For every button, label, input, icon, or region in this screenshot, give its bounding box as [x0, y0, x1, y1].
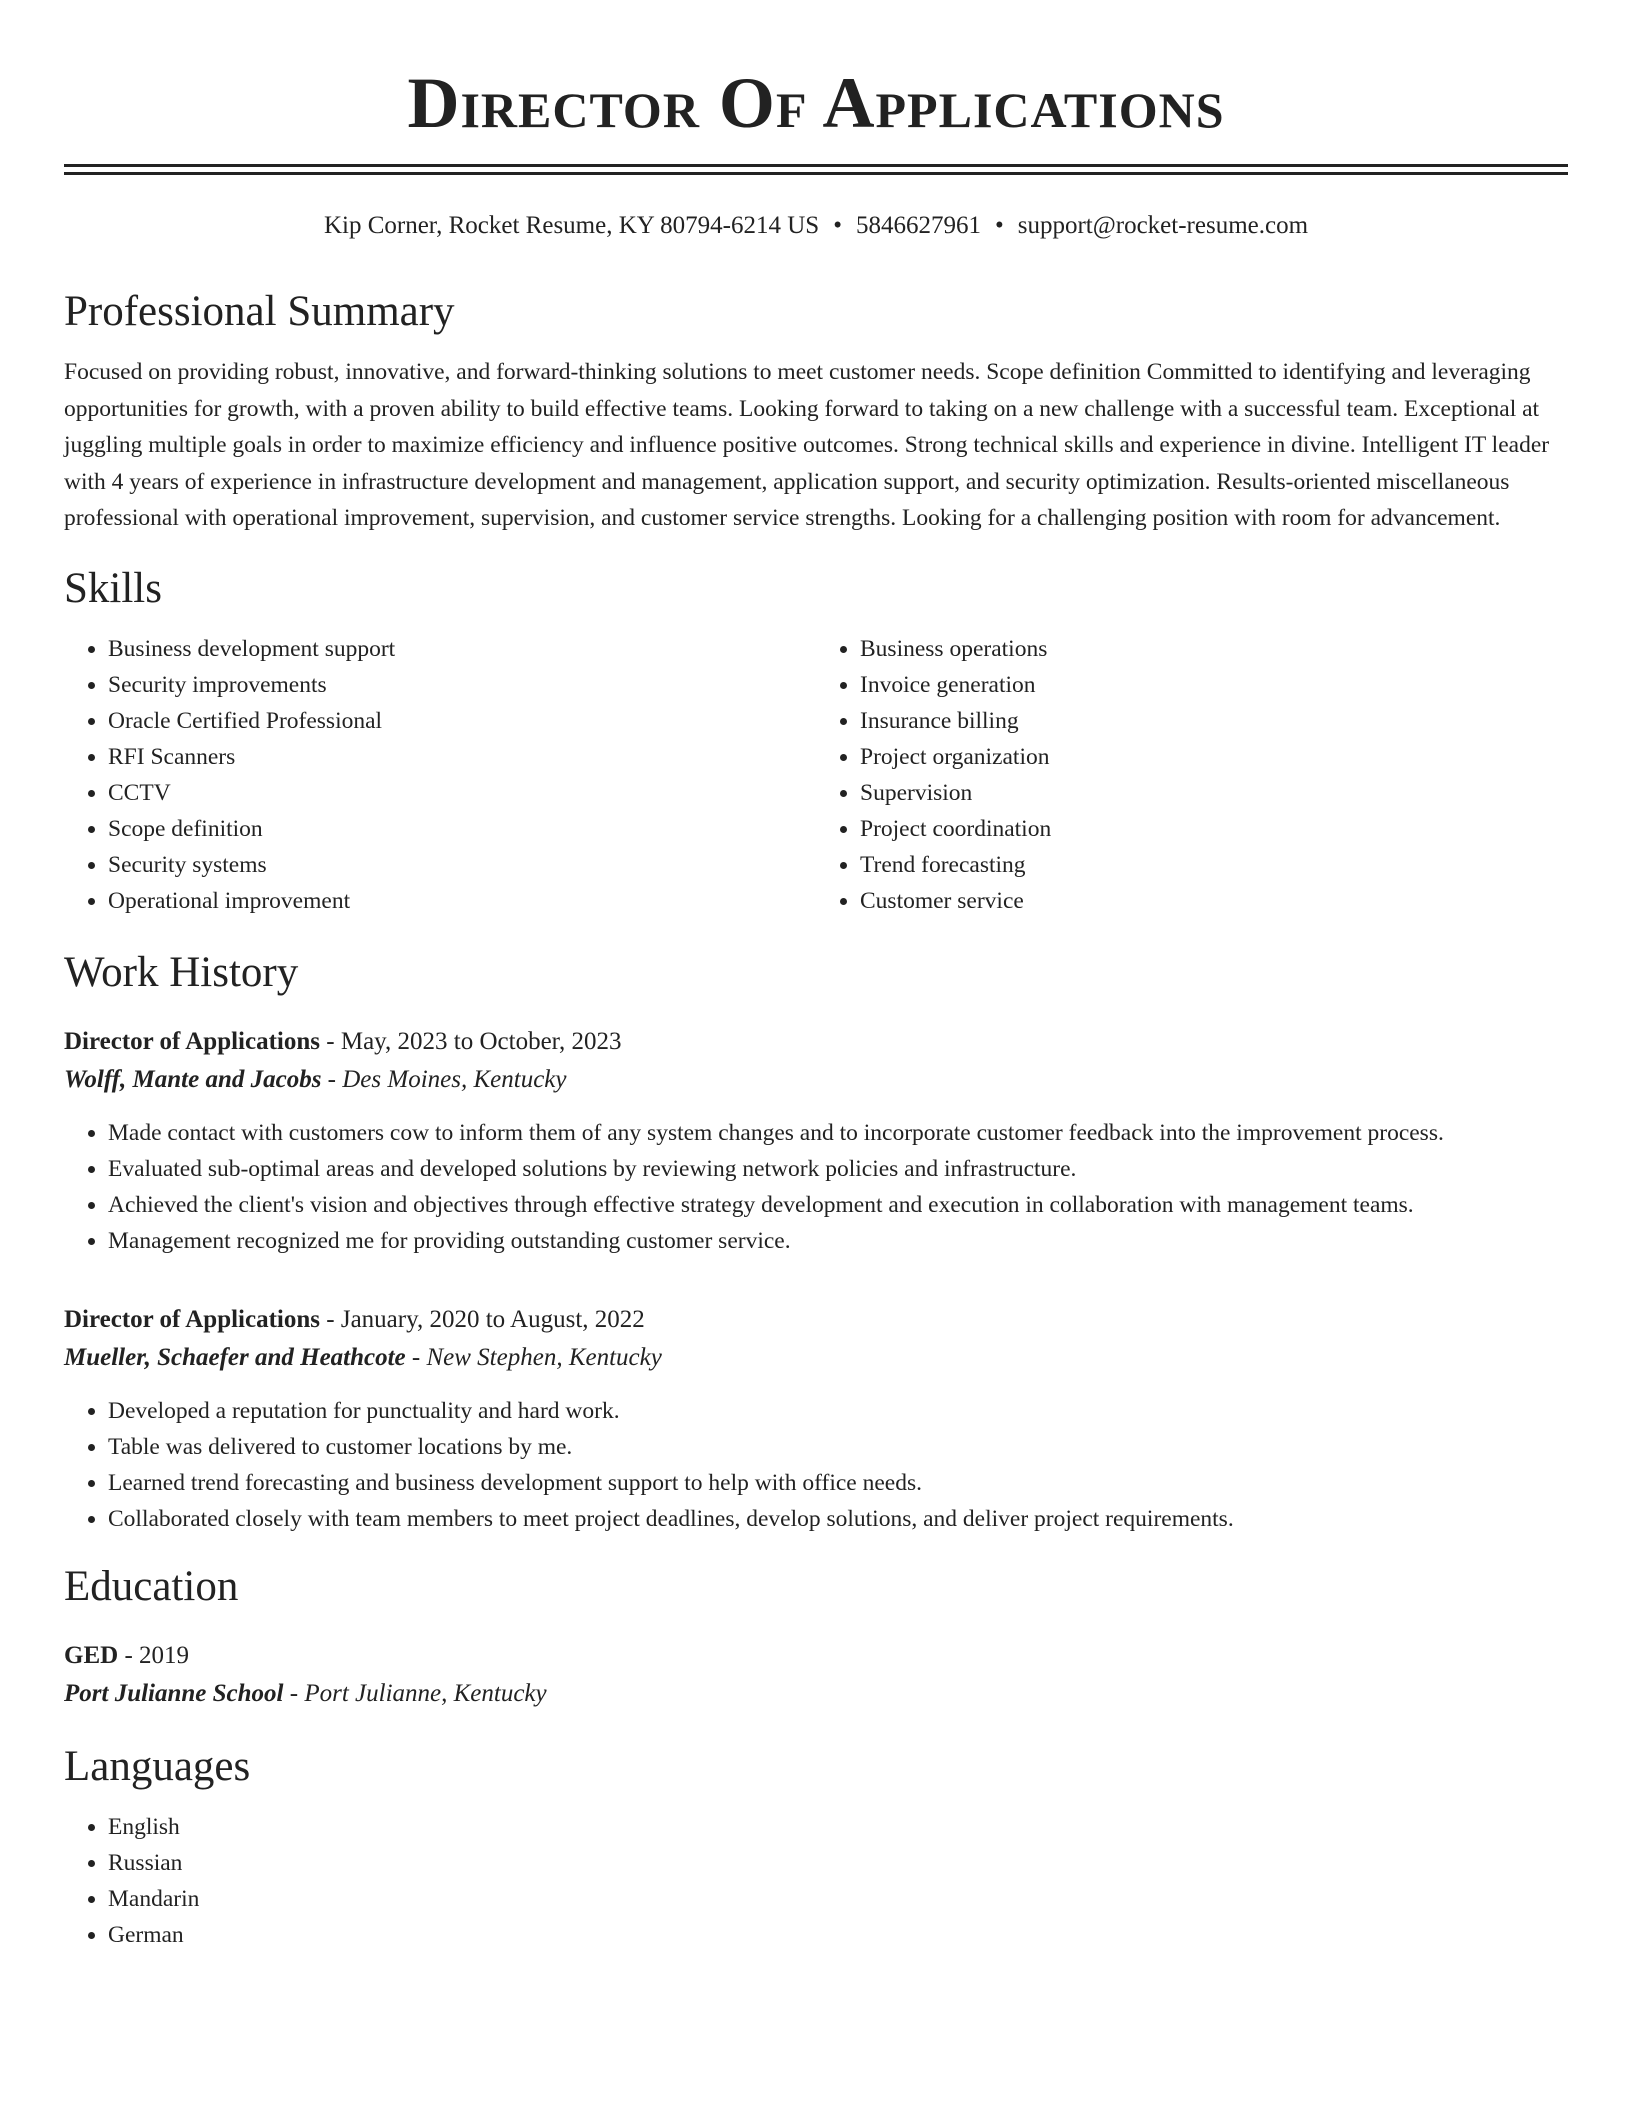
job-location: - Des Moines, Kentucky: [321, 1065, 567, 1093]
job-bullets: [64, 1393, 1568, 1537]
skill-item: • Operational improvement: [108, 883, 816, 919]
skills-section: [64, 561, 1568, 919]
education-section: [64, 1559, 1568, 1713]
job-title: Director of Applications: [64, 1027, 321, 1055]
skill-item: • Trend forecasting: [860, 847, 1568, 883]
summary-text: Focused on providing robust, innovative, and forward-thinking solutions to meet customer needs. Scope definition Committed to identifying and leveraging opportunities for growth, with a proven ability to build effective teams. Looking forward to taking on a new challenge with a successful team. Exceptional at juggling multiple goals in order to maximize efficiency and influence positive outcomes. Strong technical skills and experience in divine. Intelligent IT leader with 4 years of experience in infrastructure development and management, application support, and security optimization. Results-oriented miscellaneous professional with operational improvement, supervision, and customer service strengths. Looking for a challenging position with room for advancement.: [64, 359, 1550, 531]
education-heading: Education: [64, 1562, 239, 1610]
languages-heading: Languages: [64, 1742, 251, 1790]
contact-email: support@rocket-resume.com: [1017, 212, 1309, 239]
work-history-section: [64, 945, 1568, 1537]
job-bullet: • Developed a reputation for punctuality and hard work.: [108, 1393, 1568, 1429]
job-company: Wolff, Mante and Jacobs: [64, 1065, 322, 1093]
skill-item: • CCTV: [108, 775, 816, 811]
language-item: • Mandarin: [108, 1881, 1568, 1917]
job-entry: [64, 1023, 1568, 1259]
skill-item: • Business operations: [860, 631, 1568, 667]
skills-list-right: [816, 631, 1568, 919]
page-title: Director Of Applications: [407, 63, 1225, 143]
education-header: [64, 1637, 1568, 1675]
job-bullet: • Evaluated sub-optimal areas and developed solutions by reviewing network policies and infrastructure.: [108, 1151, 1568, 1187]
skill-item: • Business development support: [108, 631, 816, 667]
education-institution: [64, 1675, 1568, 1713]
job-bullet: • Achieved the client's vision and objectives through effective strategy development and execution in collaboration with management teams.: [108, 1187, 1568, 1223]
job-dates: - May, 2023 to October, 2023: [320, 1027, 622, 1055]
job-header: [64, 1301, 1568, 1339]
job-header: [64, 1023, 1568, 1061]
skill-item: • Project organization: [860, 739, 1568, 775]
education-year: - 2019: [118, 1641, 190, 1669]
skills-heading: Skills: [64, 564, 162, 612]
contact-line: [64, 209, 1568, 243]
job-dates: - January, 2020 to August, 2022: [320, 1305, 645, 1333]
contact-separator: •: [994, 212, 1004, 239]
language-item: • Russian: [108, 1845, 1568, 1881]
job-employer: [64, 1339, 1568, 1377]
skill-item: • Scope definition: [108, 811, 816, 847]
contact-separator: •: [833, 212, 842, 239]
summary-section: [64, 284, 1568, 537]
skills-list-left: [64, 631, 816, 919]
summary-heading: Professional Summary: [64, 288, 455, 335]
languages-list: [64, 1809, 1568, 1953]
education-degree: GED: [64, 1641, 119, 1669]
job-entry: [64, 1301, 1568, 1537]
skill-item: • Insurance billing: [860, 703, 1568, 739]
skill-item: • Supervision: [860, 775, 1568, 811]
skill-item: • Customer service: [860, 883, 1568, 919]
skill-item: • Security improvements: [108, 667, 816, 703]
languages-section: [64, 1739, 1568, 1953]
skill-item: • RFI Scanners: [108, 739, 816, 775]
language-item: • English: [108, 1809, 1568, 1845]
work-history-heading: Work History: [64, 948, 299, 996]
education-school: Port Julianne School: [64, 1679, 284, 1707]
skill-item: • Invoice generation: [860, 667, 1568, 703]
job-employer: [64, 1061, 1568, 1099]
skill-item: • Security systems: [108, 847, 816, 883]
job-bullet: • Management recognized me for providing outstanding customer service.: [108, 1223, 1568, 1259]
job-location: - New Stephen, Kentucky: [405, 1343, 662, 1371]
skills-columns: [64, 631, 1568, 919]
job-bullet: • Collaborated closely with team members to meet project deadlines, develop solutions, and deliver project requirements.: [108, 1501, 1568, 1537]
education-entry: [64, 1637, 1568, 1713]
job-bullets: [64, 1115, 1568, 1259]
job-bullet: • Made contact with customers cow to inform them of any system changes and to incorporate customer feedback into the improvement process.: [108, 1115, 1568, 1151]
education-location: - Port Julianne, Kentucky: [283, 1679, 547, 1707]
job-title: Director of Applications: [64, 1305, 321, 1333]
skill-item: • Project coordination: [860, 811, 1568, 847]
title-divider: [64, 164, 1568, 175]
contact-address: Kip Corner, Rocket Resume, KY 80794-6214 US: [323, 212, 820, 239]
contact-phone: 5846627961: [855, 212, 981, 239]
skill-item: • Oracle Certified Professional: [108, 703, 816, 739]
job-bullet: • Table was delivered to customer locations by me.: [108, 1429, 1568, 1465]
language-item: • German: [108, 1917, 1568, 1953]
job-company: Mueller, Schaefer and Heathcote: [64, 1343, 406, 1371]
job-bullet: • Learned trend forecasting and business development support to help with office needs.: [108, 1465, 1568, 1501]
